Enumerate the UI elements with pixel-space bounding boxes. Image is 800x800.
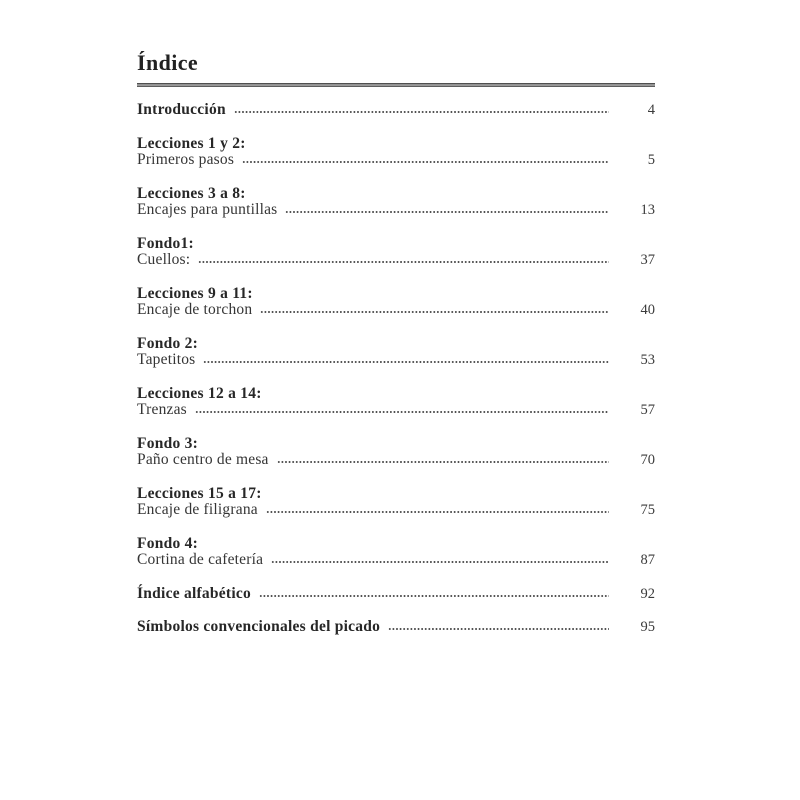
entry-heading: Fondo 4: [137, 534, 198, 552]
toc-entry-row [137, 352, 655, 369]
entry-label: Encaje de filigrana [137, 501, 258, 518]
entry-heading: Lecciones 15 a 17: [137, 484, 262, 502]
toc-entry-row [137, 302, 655, 319]
leader-dots [198, 253, 609, 264]
entry-heading: Lecciones 9 a 11: [137, 284, 253, 302]
toc-entry [137, 286, 655, 319]
entry-label: Introducción [137, 101, 226, 118]
toc-entry-row [137, 586, 655, 603]
entry-page-number: 5 [647, 152, 655, 168]
entry-page-number: 92 [640, 585, 655, 602]
entry-page-number: 4 [647, 102, 655, 118]
toc-entry [137, 102, 655, 119]
entry-page-number: 70 [640, 452, 655, 468]
toc-entry-row [137, 452, 655, 469]
toc-entry-row [137, 502, 655, 519]
leader-dots [234, 103, 609, 114]
leader-dots [277, 453, 609, 464]
toc-entry [137, 536, 655, 569]
entry-label: Trenzas [137, 401, 187, 418]
entry-page-number: 95 [640, 619, 655, 635]
entry-heading: Fondo 2: [137, 334, 198, 352]
toc-entry [137, 436, 655, 469]
entry-label: Índice alfabético [137, 584, 252, 602]
entry-heading: Lecciones 12 a 14: [137, 384, 262, 402]
toc-entry-row [137, 202, 655, 219]
entry-label: Paño centro de mesa [137, 451, 269, 468]
leader-dots [259, 587, 609, 598]
entry-label: Tapetitos [137, 351, 196, 368]
toc-entry [137, 336, 655, 369]
entry-label: Encaje de torchon [137, 301, 253, 318]
entry-page-number: 75 [640, 502, 655, 518]
entry-page-number: 13 [640, 202, 655, 218]
leader-dots [266, 503, 609, 514]
entry-label: Símbolos convencionales del picado [137, 618, 381, 635]
leader-dots [388, 620, 609, 631]
leader-dots [271, 553, 609, 564]
leader-dots [260, 303, 609, 314]
toc-entry [137, 186, 655, 219]
leader-dots [203, 353, 609, 364]
toc-entry-row [137, 619, 655, 636]
entry-heading: Lecciones 1 y 2: [137, 134, 246, 152]
page-title: Índice [137, 50, 199, 75]
toc-entry-row [137, 402, 655, 419]
toc-entry-row [137, 102, 655, 119]
toc-content [137, 50, 655, 653]
entry-page-number: 40 [640, 302, 655, 318]
toc-entry-row [137, 252, 655, 269]
leader-dots [242, 153, 609, 164]
entry-label: Primeros pasos [137, 151, 235, 168]
entry-page-number: 87 [640, 552, 655, 568]
entry-label: Cuellos: [137, 251, 191, 268]
entry-page-number: 37 [640, 252, 655, 268]
toc-entry [137, 236, 655, 269]
entry-heading: Fondo 3: [137, 434, 198, 452]
toc-entry [137, 586, 655, 603]
toc-entry [137, 486, 655, 519]
entry-label: Encajes para puntillas [137, 201, 278, 218]
leader-dots [285, 203, 609, 214]
entry-label: Cortina de cafetería [137, 551, 264, 568]
entry-page-number: 57 [640, 402, 655, 418]
toc-entry-row [137, 152, 655, 169]
entry-heading: Lecciones 3 a 8: [137, 184, 246, 202]
toc-entry-row [137, 552, 655, 569]
title-rule [137, 83, 655, 87]
toc-list [137, 102, 655, 636]
toc-entry [137, 136, 655, 169]
toc-entry [137, 386, 655, 419]
toc-entry [137, 619, 655, 636]
entry-page-number: 53 [640, 352, 655, 368]
leader-dots [195, 403, 609, 414]
entry-heading: Fondo1: [137, 234, 194, 252]
